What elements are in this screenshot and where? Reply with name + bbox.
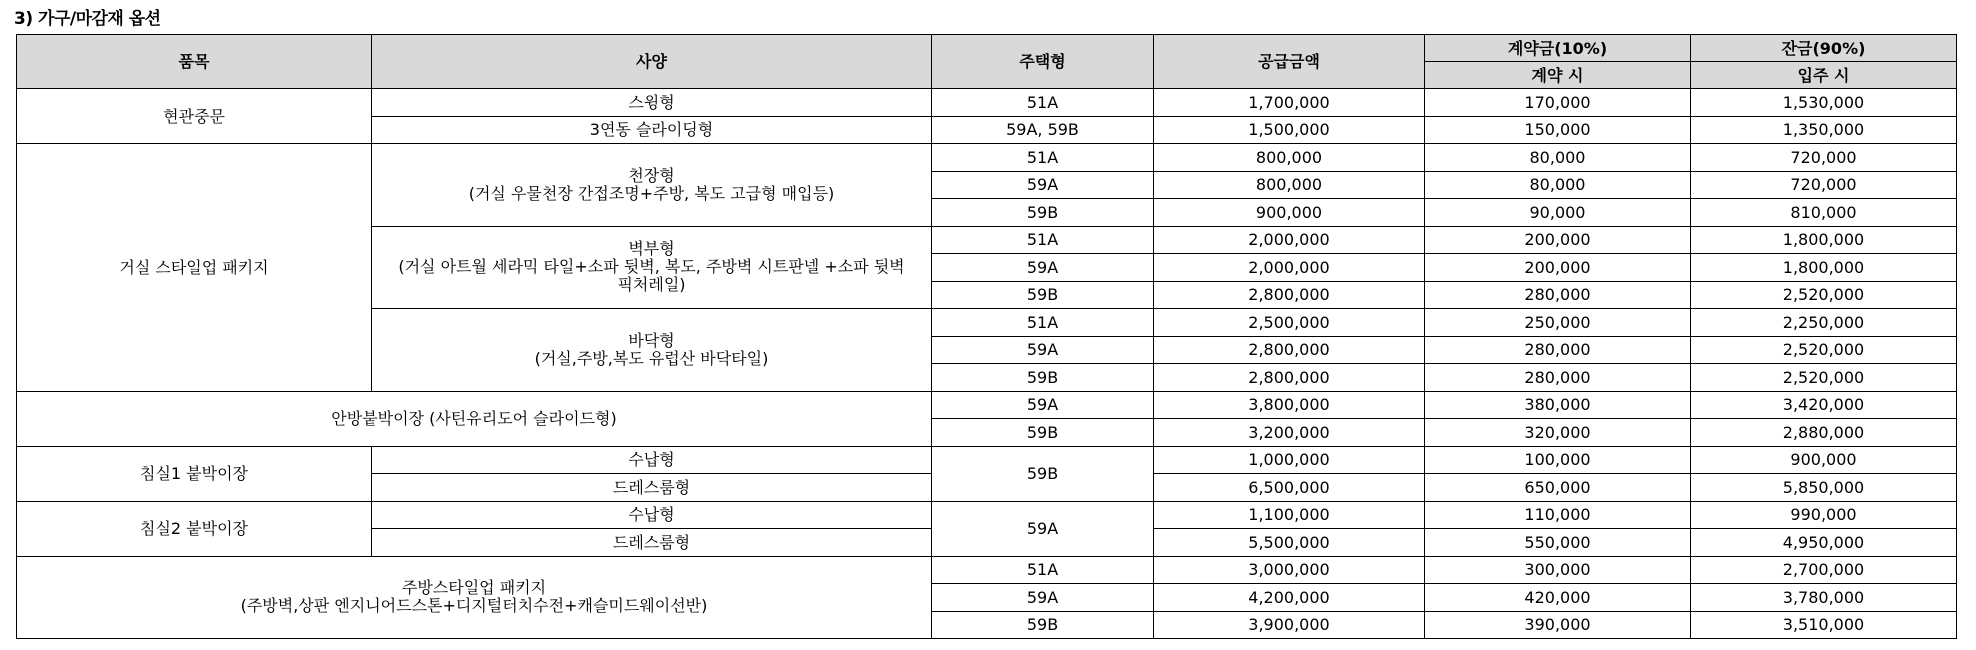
- spec-cell: 스윙형: [372, 89, 932, 117]
- spec-cell: 3연동 슬라이딩형: [372, 116, 932, 144]
- balance-cell: 2,700,000: [1691, 556, 1957, 584]
- table-row: [17, 446, 1957, 474]
- header-deposit-when: 계약 시: [1425, 62, 1691, 89]
- header-price: 공급금액: [1154, 35, 1425, 89]
- balance-cell: 1,800,000: [1691, 226, 1957, 254]
- deposit-cell: 100,000: [1425, 446, 1691, 474]
- deposit-cell: 250,000: [1425, 309, 1691, 337]
- type-cell: 59B: [932, 364, 1154, 392]
- spec-detail: (거실 아트월 세라믹 타일+소파 뒷벽, 복도, 주방벽 시트판넬 +소파 뒷벽 픽처레일): [398, 257, 905, 295]
- header-balance: 잔금(90%): [1691, 35, 1957, 62]
- table-row: [17, 144, 1957, 172]
- table-row: [17, 391, 1957, 419]
- type-cell: 51A: [932, 556, 1154, 584]
- type-cell: 59B: [932, 281, 1154, 309]
- spec-detail: (거실 우물천장 간접조명+주방, 복도 고급형 매입등): [468, 183, 835, 203]
- price-cell: 1,000,000: [1154, 446, 1425, 474]
- price-cell: 4,200,000: [1154, 584, 1425, 612]
- balance-cell: 900,000: [1691, 446, 1957, 474]
- type-cell: 59A: [932, 254, 1154, 282]
- deposit-cell: 170,000: [1425, 89, 1691, 117]
- price-cell: 2,800,000: [1154, 281, 1425, 309]
- item-name: 주방스타일업 패키지: [401, 578, 547, 598]
- table-row: [17, 556, 1957, 584]
- price-cell: 2,800,000: [1154, 336, 1425, 364]
- spec-cell: 드레스룸형: [372, 474, 932, 502]
- deposit-cell: 90,000: [1425, 199, 1691, 227]
- price-cell: 2,800,000: [1154, 364, 1425, 392]
- deposit-cell: 110,000: [1425, 501, 1691, 529]
- balance-cell: 3,780,000: [1691, 584, 1957, 612]
- balance-cell: 990,000: [1691, 501, 1957, 529]
- balance-cell: 3,420,000: [1691, 391, 1957, 419]
- balance-cell: 3,510,000: [1691, 611, 1957, 639]
- balance-cell: 1,530,000: [1691, 89, 1957, 117]
- price-cell: 1,100,000: [1154, 501, 1425, 529]
- deposit-cell: 280,000: [1425, 281, 1691, 309]
- deposit-cell: 390,000: [1425, 611, 1691, 639]
- price-cell: 1,700,000: [1154, 89, 1425, 117]
- table-row: [17, 501, 1957, 529]
- price-cell: 800,000: [1154, 144, 1425, 172]
- type-cell: 59B: [932, 446, 1154, 501]
- type-cell: 59A: [932, 336, 1154, 364]
- deposit-cell: 280,000: [1425, 364, 1691, 392]
- price-cell: 1,500,000: [1154, 116, 1425, 144]
- price-cell: 800,000: [1154, 171, 1425, 199]
- type-cell: 59A: [932, 171, 1154, 199]
- item-cell: [17, 556, 932, 639]
- type-cell: 51A: [932, 309, 1154, 337]
- deposit-cell: 550,000: [1425, 529, 1691, 557]
- spec-cell: [372, 144, 932, 227]
- deposit-cell: 320,000: [1425, 419, 1691, 447]
- balance-cell: 2,520,000: [1691, 364, 1957, 392]
- furniture-options-table: [16, 34, 1957, 639]
- deposit-cell: 200,000: [1425, 226, 1691, 254]
- price-cell: 2,000,000: [1154, 226, 1425, 254]
- deposit-cell: 650,000: [1425, 474, 1691, 502]
- spec-name: 벽부형: [628, 239, 675, 259]
- header-item: 품목: [17, 35, 372, 89]
- price-cell: 900,000: [1154, 199, 1425, 227]
- type-cell: 59A: [932, 584, 1154, 612]
- type-cell: 51A: [932, 144, 1154, 172]
- item-cell: 안방붙박이장 (사틴유리도어 슬라이드형): [17, 391, 932, 446]
- deposit-cell: 300,000: [1425, 556, 1691, 584]
- spec-cell: 수납형: [372, 501, 932, 529]
- price-cell: 5,500,000: [1154, 529, 1425, 557]
- balance-cell: 2,250,000: [1691, 309, 1957, 337]
- header-deposit: 계약금(10%): [1425, 35, 1691, 62]
- spec-cell: [372, 226, 932, 309]
- deposit-cell: 420,000: [1425, 584, 1691, 612]
- header-spec: 사양: [372, 35, 932, 89]
- balance-cell: 720,000: [1691, 171, 1957, 199]
- item-cell: 거실 스타일업 패키지: [17, 144, 372, 392]
- spec-name: 바닥형: [628, 330, 675, 350]
- deposit-cell: 150,000: [1425, 116, 1691, 144]
- section-title: 3) 가구/마감재 옵션: [14, 9, 161, 29]
- price-cell: 3,900,000: [1154, 611, 1425, 639]
- deposit-cell: 200,000: [1425, 254, 1691, 282]
- header-balance-when: 입주 시: [1691, 62, 1957, 89]
- price-cell: 6,500,000: [1154, 474, 1425, 502]
- item-cell: 침실2 붙박이장: [17, 501, 372, 556]
- price-cell: 2,000,000: [1154, 254, 1425, 282]
- type-cell: 59A, 59B: [932, 116, 1154, 144]
- deposit-cell: 280,000: [1425, 336, 1691, 364]
- balance-cell: 2,520,000: [1691, 281, 1957, 309]
- balance-cell: 2,880,000: [1691, 419, 1957, 447]
- type-cell: 51A: [932, 89, 1154, 117]
- type-cell: 51A: [932, 226, 1154, 254]
- deposit-cell: 380,000: [1425, 391, 1691, 419]
- price-cell: 3,800,000: [1154, 391, 1425, 419]
- deposit-cell: 80,000: [1425, 171, 1691, 199]
- balance-cell: 810,000: [1691, 199, 1957, 227]
- price-cell: 2,500,000: [1154, 309, 1425, 337]
- spec-name: 천장형: [628, 165, 675, 185]
- price-cell: 3,200,000: [1154, 419, 1425, 447]
- type-cell: 59A: [932, 391, 1154, 419]
- balance-cell: 4,950,000: [1691, 529, 1957, 557]
- deposit-cell: 80,000: [1425, 144, 1691, 172]
- balance-cell: 5,850,000: [1691, 474, 1957, 502]
- balance-cell: 2,520,000: [1691, 336, 1957, 364]
- balance-cell: 1,350,000: [1691, 116, 1957, 144]
- item-detail: (주방벽,상판 엔지니어드스톤+디지털터치수전+캐슬미드웨이선반): [240, 596, 708, 616]
- spec-detail: (거실,주방,복도 유럽산 바닥타일): [534, 348, 769, 368]
- spec-cell: 수납형: [372, 446, 932, 474]
- price-cell: 3,000,000: [1154, 556, 1425, 584]
- item-cell: 현관중문: [17, 89, 372, 144]
- item-cell: 침실1 붙박이장: [17, 446, 372, 501]
- type-cell: 59B: [932, 199, 1154, 227]
- spec-cell: 드레스룸형: [372, 529, 932, 557]
- spec-cell: [372, 309, 932, 392]
- type-cell: 59B: [932, 611, 1154, 639]
- balance-cell: 1,800,000: [1691, 254, 1957, 282]
- header-type: 주택형: [932, 35, 1154, 89]
- type-cell: 59A: [932, 501, 1154, 556]
- balance-cell: 720,000: [1691, 144, 1957, 172]
- table-row: [17, 89, 1957, 117]
- type-cell: 59B: [932, 419, 1154, 447]
